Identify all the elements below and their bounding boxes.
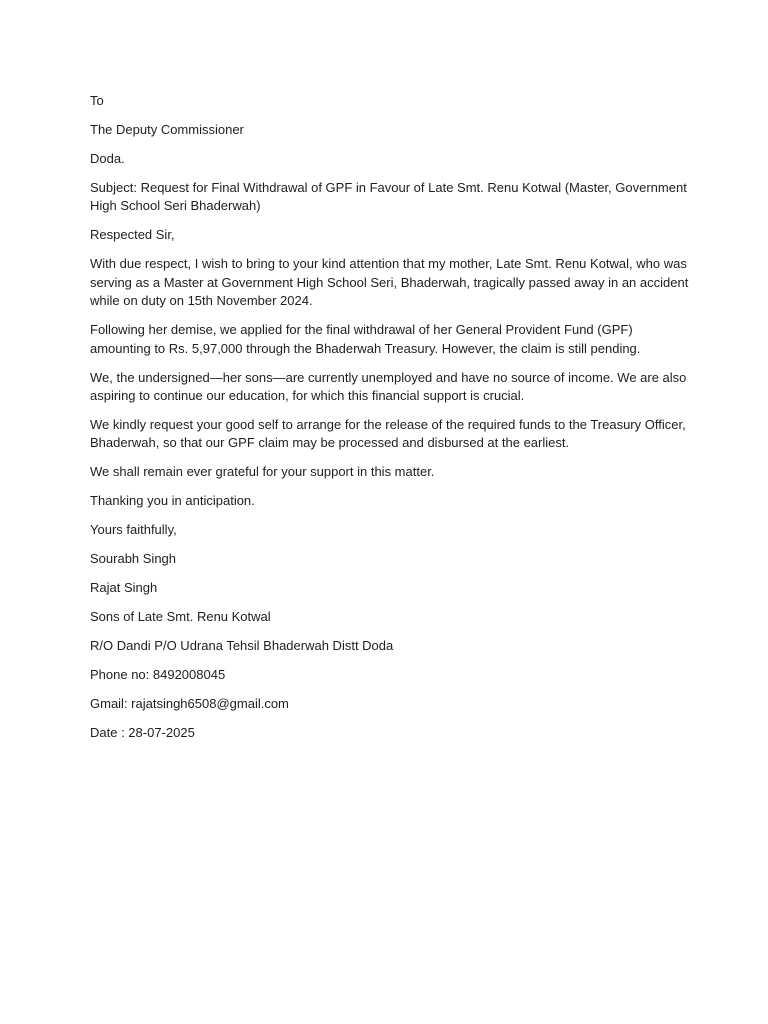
paragraph-3: We, the undersigned—her sons—are currently unemployed and have no source of income. We are also aspiring to continue our education, for which this financial support is crucial. xyxy=(90,369,687,404)
closing-line: Thanking you in anticipation. xyxy=(90,493,255,509)
letter-content xyxy=(90,92,690,743)
email-line: Gmail: rajatsingh6508@gmail.com xyxy=(90,696,289,712)
relation-line: Sons of Late Smt. Renu Kotwal xyxy=(90,609,271,625)
subject-line: Subject: Request for Final Withdrawal of GPF in Favour of Late Smt. Renu Kotwal (Master, Government High School Seri Bhaderwah) xyxy=(90,180,687,214)
phone-line: Phone no: 8492008045 xyxy=(90,667,226,683)
paragraph-1: With due respect, I wish to bring to your kind attention that my mother, Late Smt. Renu Kotwal, who was serving as a Master at Government High School Seri, Bhaderwah, tragically passed away in an accident while on duty on 15th November 2024. xyxy=(90,256,689,309)
address-line: R/O Dandi P/O Udrana Tehsil Bhaderwah Distt Doda xyxy=(90,638,394,654)
paragraph-5: We shall remain ever grateful for your support in this matter. xyxy=(90,464,435,480)
signoff: Yours faithfully, xyxy=(90,522,177,538)
signatory-2: Rajat Singh xyxy=(90,580,158,596)
recipient-place: Doda. xyxy=(90,151,125,166)
paragraph-2: Following her demise, we applied for the final withdrawal of her General Provident Fund (GPF) amounting to Rs. 5,97,000 through the Bhaderwah Treasury. However, the claim is still pending. xyxy=(90,322,641,356)
signatory-1: Sourabh Singh xyxy=(90,551,177,567)
letter-to: To xyxy=(90,93,104,108)
paragraph-4: We kindly request your good self to arrange for the release of the required funds to the Treasury Officer, Bhaderwah, so that our GPF claim may be processed and disbursed at the earliest. xyxy=(90,417,686,451)
date-line: Date : 28-07-2025 xyxy=(90,725,195,741)
recipient-title: The Deputy Commissioner xyxy=(90,122,244,137)
salutation: Respected Sir, xyxy=(90,227,175,243)
